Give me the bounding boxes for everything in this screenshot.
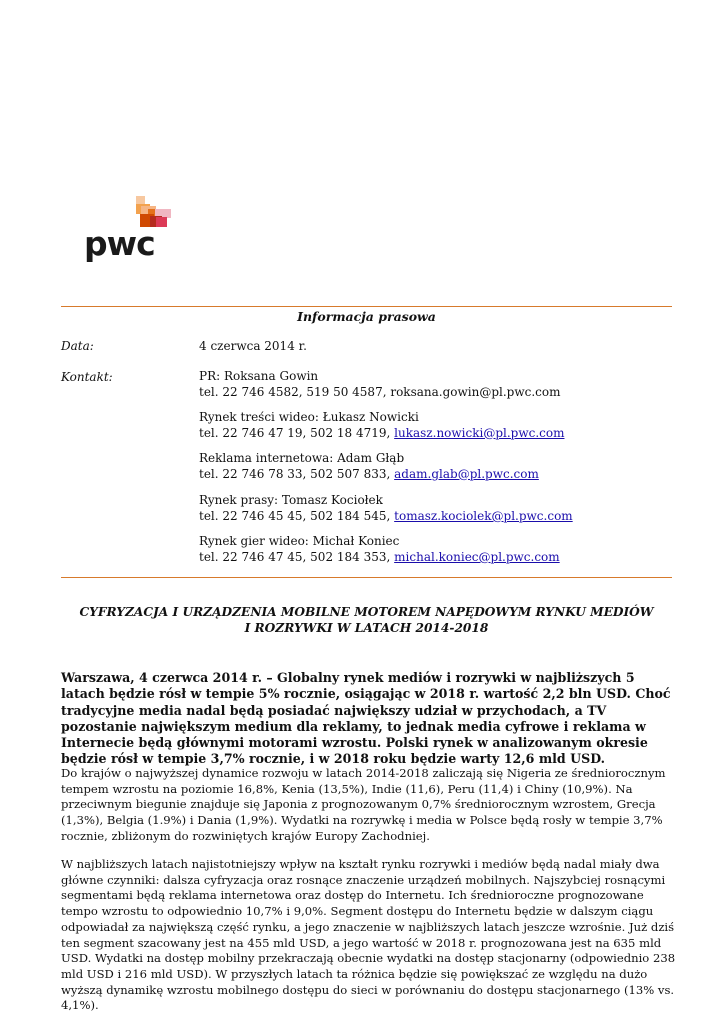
contact-phone: tel. 22 746 78 33, 502 507 833,	[199, 466, 395, 481]
contact-phone-line	[199, 550, 560, 566]
contact-phone: tel. 22 746 45 45, 502 184 545,	[199, 508, 395, 523]
body-paragraph: W najbliższych latach najistotniejszy wpływ na kształt rynku rozrywki i mediów będą nadal miały dwa główne czynniki: dalsza cyfryzacja oraz rosnące znaczenie urządzeń mobilnych. Najszybciej rosnącymi segmentami będą reklama internetowa oraz dostęp do Internetu. Ich średnioroczne prognozowane tempo wzrostu to odpowiednio 10,7% i 9,0%. Segment dostępu do Internetu będzie w dalszym ciągu odpowiadał za największą część rynku, a jego znaczenie w najbliższych latach jeszcze wzrośnie. Już dziś ten segment szacowany jest na 455 mld USD, a jego wartość w 2018 r. prognozowana jest na 635 mld USD. Wydatki na dostęp mobilny przekraczają obecnie wydatki na dostęp stacjonarny (odpowiednio 238 mld USD i 216 mld USD). W przyszłych latach ta różnica będzie się powiększać ze względu na dużo wyższą dynamikę wzrostu mobilnego dostępu do sieci w porównaniu do dostępu stacjonarnego (13% vs. 4,1%).	[61, 857, 676, 1013]
contact-entry	[199, 451, 539, 483]
contact-email-link[interactable]: michal.koniec@pl.pwc.com	[394, 549, 560, 564]
contact-role: Rynek treści wideo: Łukasz Nowicki	[199, 410, 419, 424]
contact-phone: tel. 22 746 4582, 519 50 4587, roksana.gowin@pl.pwc.com	[199, 384, 561, 399]
contact-phone: tel. 22 746 47 45, 502 184 353,	[199, 549, 395, 564]
contact-role: PR: Roksana Gowin	[199, 369, 319, 383]
contact-entry	[199, 410, 564, 442]
lead-paragraph: Warszawa, 4 czerwca 2014 r. – Globalny rynek mediów i rozrywki w najbliższych 5 latach będzie rósł w tempie 5% rocznie, osiągając w 2018 r. wartość 2,2 bln USD. Choć tradycyjne media nadal będą posiadać największy udział w przychodach, a TV pozostanie największym medium dla reklamy, to jednak media cyfrowe i reklama w Internecie będą głównymi motorami wzrostu. Polski rynek w analizowanym okresie będzie rósł w tempie 3,7% rocznie, i w 2018 roku będzie warty 12,6 mld USD.	[61, 670, 671, 767]
date-value: 4 czerwca 2014 r.	[199, 339, 307, 353]
pwc-logo-wordmark: pwc	[84, 224, 155, 263]
contact-role: Reklama internetowa: Adam Głąb	[199, 451, 405, 465]
contact-role: Rynek gier wideo: Michał Koniec	[199, 534, 400, 548]
contact-phone: tel. 22 746 47 19, 502 18 4719,	[199, 425, 395, 440]
press-release-title: Informacja prasowa	[297, 309, 436, 324]
contact-entry	[199, 534, 560, 566]
contact-email-link[interactable]: lukasz.nowicki@pl.pwc.com	[394, 425, 565, 440]
body-paragraph: Do krajów o najwyższej dynamice rozwoju w latach 2014-2018 zaliczają się Nigeria ze średniorocznym tempem wzrostu na poziomie 16,8%, Kenia (13,5%), Indie (11,6), Peru (11,4) i Chiny (10,9%). Na przeciwnym biegunie znajduje się Japonia z prognozowanym 0,7% średniorocznym wzrostem, Grecja (1,3%), Belgia (1.9%) i Dania (1,9%). Wydatki na rozrywkę i media w Polsce będą rosły w tempie 3,7% rocznie, zbliżonym do rozwiniętych krajów Europy Zachodniej.	[61, 766, 666, 843]
pwc-logo	[84, 196, 184, 276]
contact-phone-line	[199, 426, 564, 442]
contact-label: Kontakt:	[61, 370, 113, 384]
contact-email-link[interactable]: adam.glab@pl.pwc.com	[394, 466, 539, 481]
contact-entry	[199, 369, 560, 401]
headline-line: I ROZRYWKI W LATACH 2014-2018	[244, 621, 489, 635]
top-divider	[61, 306, 672, 307]
contact-role: Rynek prasy: Tomasz Kociołek	[199, 493, 383, 507]
logo-block	[156, 217, 167, 227]
contact-entry	[199, 493, 573, 525]
date-label: Data:	[61, 339, 94, 353]
contact-phone-line	[199, 509, 573, 525]
contact-phone-line	[199, 467, 539, 483]
bottom-divider	[61, 577, 672, 578]
article-headline	[61, 604, 672, 636]
contact-email-link[interactable]: tomasz.kociolek@pl.pwc.com	[394, 508, 573, 523]
headline-line: CYFRYZACJA I URZĄDZENIA MOBILNE MOTOREM NAPĘDOWYM RYNKU MEDIÓW	[79, 605, 654, 619]
